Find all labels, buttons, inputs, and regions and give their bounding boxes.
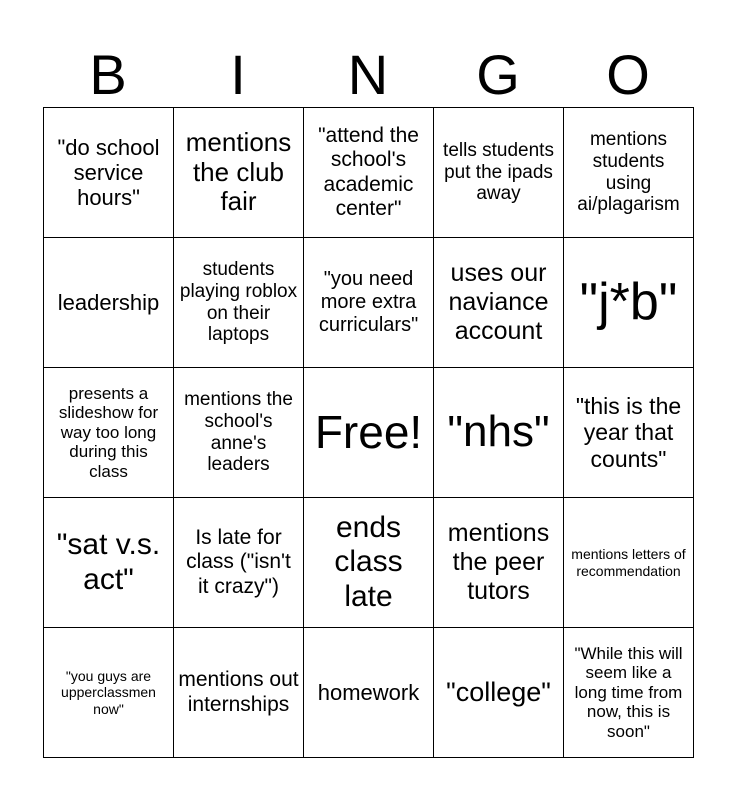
bingo-cell-text: "you guys are upperclassmen now" xyxy=(61,668,156,717)
bingo-cell-text: leadership xyxy=(57,289,160,315)
bingo-cell-text: "do school service hours" xyxy=(57,134,160,211)
bingo-cell-r1-c5[interactable] xyxy=(564,108,694,238)
bingo-cell-text: ends class late xyxy=(334,510,403,613)
bingo-header xyxy=(43,44,693,106)
bingo-cell-r5-c2[interactable] xyxy=(174,628,304,758)
header-letter-i: I xyxy=(230,43,246,106)
header-letter-g: G xyxy=(476,43,520,106)
bingo-cell-r2-c4[interactable] xyxy=(434,238,564,368)
bingo-cell-text: students playing roblox on their laptops xyxy=(179,258,298,346)
header-letter-o: O xyxy=(606,43,650,106)
header-letter-b: B xyxy=(89,43,127,106)
bingo-cell-r1-c3[interactable] xyxy=(304,108,434,238)
bingo-cell-text: "nhs" xyxy=(447,407,550,457)
bingo-cell-r4-c1[interactable] xyxy=(44,498,174,628)
bingo-cell-r2-c1[interactable] xyxy=(44,238,174,368)
bingo-cell-r5-c3[interactable] xyxy=(304,628,434,758)
bingo-cell-text: Free! xyxy=(314,406,423,459)
bingo-cell-text: mentions students using ai/plagarism xyxy=(577,128,680,216)
bingo-cell-r1-c4[interactable] xyxy=(434,108,564,238)
bingo-cell-text: uses our naviance account xyxy=(448,259,549,345)
header-letter-n: N xyxy=(347,43,389,106)
bingo-cell-text: tells students put the ipads away xyxy=(443,139,554,205)
bingo-cell-text: "college" xyxy=(446,676,551,707)
bingo-cell-r1-c2[interactable] xyxy=(174,108,304,238)
bingo-cell-text: "this is the year that counts" xyxy=(575,392,682,472)
bingo-cell-text: "attend the school's academic center" xyxy=(318,124,419,220)
bingo-cell-text: "While this will seem like a long time from now, this is soon" xyxy=(574,643,683,741)
bingo-cell-r2-c3[interactable] xyxy=(304,238,434,368)
bingo-cell-text: mentions the club fair xyxy=(185,126,292,217)
bingo-cell-r5-c5[interactable] xyxy=(564,628,694,758)
bingo-grid xyxy=(43,107,694,758)
bingo-cell-text: "sat v.s. act" xyxy=(56,528,161,596)
bingo-cell-text: mentions the peer tutors xyxy=(447,519,550,605)
bingo-cell-r4-c4[interactable] xyxy=(434,498,564,628)
bingo-cell-text: "j*b" xyxy=(579,272,678,331)
bingo-cell-r5-c4[interactable] xyxy=(434,628,564,758)
bingo-cell-r4-c2[interactable] xyxy=(174,498,304,628)
bingo-cell-text: Is late for class ("isn't it crazy") xyxy=(186,526,291,598)
bingo-cell-r3-c1[interactable] xyxy=(44,368,174,498)
bingo-cell-r2-c2[interactable] xyxy=(174,238,304,368)
bingo-cell-text: presents a slideshow for way too long during this class xyxy=(58,383,159,481)
bingo-cell-r2-c5[interactable] xyxy=(564,238,694,368)
bingo-cell-r3-c5[interactable] xyxy=(564,368,694,498)
bingo-cell-r1-c1[interactable] xyxy=(44,108,174,238)
bingo-cell-text: homework xyxy=(317,679,420,705)
bingo-cell-r3-c3[interactable] xyxy=(304,368,434,498)
bingo-cell-r4-c3[interactable] xyxy=(304,498,434,628)
bingo-cell-text: "you need more extra curriculars" xyxy=(318,268,419,336)
bingo-cell-r3-c4[interactable] xyxy=(434,368,564,498)
bingo-cell-text: mentions the school's anne's leaders xyxy=(184,388,293,476)
bingo-cell-r4-c5[interactable] xyxy=(564,498,694,628)
bingo-cell-r5-c1[interactable] xyxy=(44,628,174,758)
bingo-cell-r3-c2[interactable] xyxy=(174,368,304,498)
bingo-cell-text: mentions out internships xyxy=(178,668,299,716)
bingo-cell-text: mentions letters of recommendation xyxy=(571,546,686,579)
